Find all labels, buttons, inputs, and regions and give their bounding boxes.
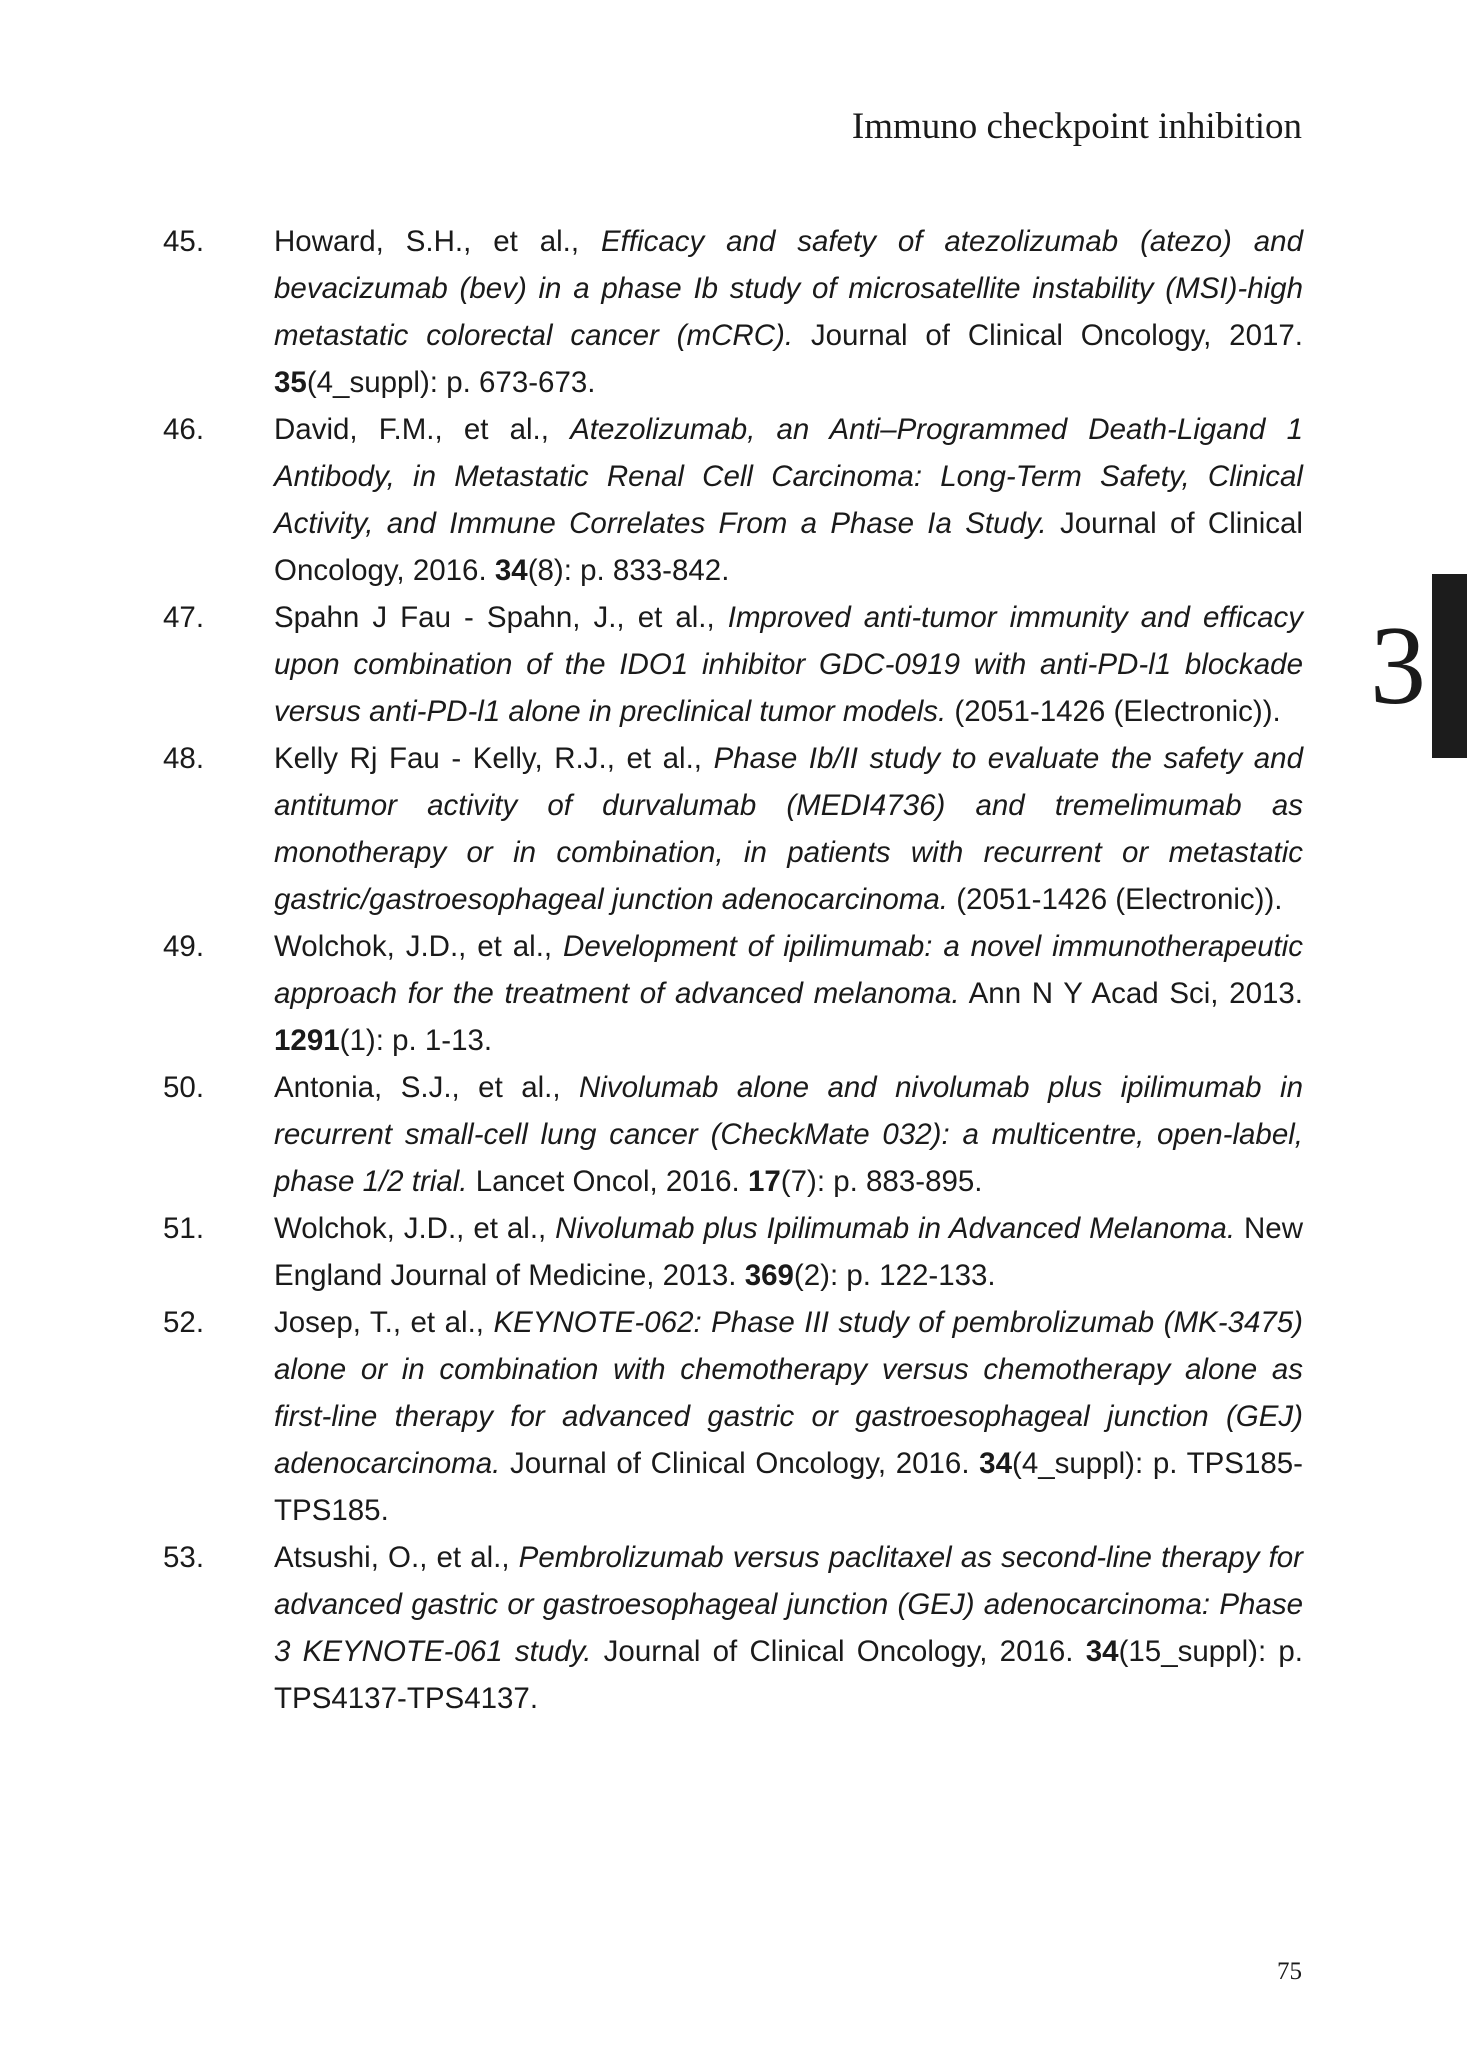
reference-number: 46. <box>163 413 205 446</box>
reference-source: Lancet Oncol, 2016. <box>467 1165 748 1198</box>
reference-text <box>274 1299 1303 1534</box>
reference-authors: Atsushi, O., et al., <box>274 1541 519 1574</box>
reference-volume: 34 <box>979 1447 1012 1480</box>
reference-number: 53. <box>163 1541 205 1574</box>
reference-item <box>163 735 1303 923</box>
reference-title: KEYNOTE-062: Phase III study of pembrolizumab (MK-3475) alone or in combination with chemotherapy versus chemotherapy alone as first-line therapy for advanced gastric or gastroesophageal junction (GEJ) adenocarcinoma. <box>274 1306 1303 1480</box>
reference-item <box>163 406 1303 594</box>
reference-text <box>274 218 1303 406</box>
reference-title: Atezolizumab, an Anti–Programmed Death-Ligand 1 Antibody, in Metastatic Renal Cell Carcinoma: Long-Term Safety, Clinical Activity, and Immune Correlates From a Phase Ia Study. <box>274 413 1303 540</box>
reference-text <box>274 735 1303 923</box>
reference-text <box>274 1534 1303 1722</box>
reference-volume: 34 <box>1085 1635 1119 1668</box>
reference-title: Development of ipilimumab: a novel immunotherapeutic approach for the treatment of advanced melanoma. <box>274 930 1303 1010</box>
reference-text <box>274 406 1303 594</box>
reference-number: 48. <box>163 742 205 775</box>
page-number: 75 <box>1277 1958 1302 1985</box>
reference-item <box>163 594 1303 735</box>
reference-text <box>274 1205 1303 1299</box>
reference-title: Pembrolizumab versus paclitaxel as second-line therapy for advanced gastric or gastroesophageal junction (GEJ) adenocarcinoma: Phase 3 KEYNOTE-061 study. <box>274 1541 1303 1668</box>
reference-number: 50. <box>163 1071 205 1104</box>
reference-item <box>163 1299 1303 1534</box>
reference-authors: Josep, T., et al., <box>274 1306 494 1339</box>
reference-authors: Spahn J Fau - Spahn, J., et al., <box>274 601 728 634</box>
reference-pages: (2): p. 122-133. <box>793 1259 996 1292</box>
reference-text <box>274 1064 1303 1205</box>
reference-source: Journal of Clinical Oncology, 2017. <box>793 319 1303 352</box>
reference-authors: David, F.M., et al., <box>274 413 571 446</box>
reference-authors: Howard, S.H., et al., <box>274 225 601 258</box>
reference-authors: Kelly Rj Fau - Kelly, R.J., et al., <box>274 742 714 775</box>
reference-title: Nivolumab plus Ipilimumab in Advanced Melanoma. <box>555 1212 1236 1245</box>
reference-number: 45. <box>163 225 205 258</box>
reference-pages: (15_suppl): p. TPS4137-TPS4137. <box>274 1635 1303 1715</box>
chapter-number: 3 <box>1370 604 1426 728</box>
reference-source: Ann N Y Acad Sci, 2013. <box>959 977 1303 1010</box>
reference-volume: 17 <box>747 1165 781 1198</box>
reference-list <box>163 218 1303 1722</box>
running-header: Immuno checkpoint inhibition <box>851 106 1302 147</box>
reference-source: New England Journal of Medicine, 2013. <box>274 1212 1303 1292</box>
reference-authors: Antonia, S.J., et al., <box>274 1071 580 1104</box>
reference-pages: (8): p. 833-842. <box>527 554 730 587</box>
reference-authors: Wolchok, J.D., et al., <box>274 930 564 963</box>
reference-title: Nivolumab alone and nivolumab plus ipilimumab in recurrent small-cell lung cancer (CheckMate 032): a multicentre, open-label, phase 1/2 trial. <box>274 1071 1303 1198</box>
reference-volume: 34 <box>494 554 528 587</box>
reference-pages: (1): p. 1-13. <box>339 1024 493 1057</box>
reference-pages: (4_suppl): p. TPS185-TPS185. <box>274 1447 1303 1527</box>
reference-item <box>163 1205 1303 1299</box>
reference-title: Phase Ib/II study to evaluate the safety and antitumor activity of durvalumab (MEDI4736) and tremelimumab as monotherapy or in combination, in patients with recurrent or metastatic gastric/gastroesophageal junction adenocarcinoma. <box>274 742 1303 916</box>
reference-item <box>163 1064 1303 1205</box>
reference-source: (2051-1426 (Electronic)). <box>946 695 1281 728</box>
reference-volume: 35 <box>274 366 307 399</box>
reference-number: 47. <box>163 601 205 634</box>
reference-item <box>163 1534 1303 1722</box>
reference-number: 52. <box>163 1306 205 1339</box>
reference-text <box>274 594 1303 735</box>
reference-source: Journal of Clinical Oncology, 2016. <box>591 1635 1086 1668</box>
reference-title: Improved anti-tumor immunity and efficacy upon combination of the IDO1 inhibitor GDC-0919 with anti-PD-l1 blockade versus anti-PD-l1 alone in preclinical tumor models. <box>274 601 1303 728</box>
reference-number: 51. <box>163 1212 205 1245</box>
reference-number: 49. <box>163 930 205 963</box>
reference-source: Journal of Clinical Oncology, 2016. <box>500 1447 980 1480</box>
reference-authors: Wolchok, J.D., et al., <box>274 1212 556 1245</box>
reference-volume: 1291 <box>274 1024 340 1057</box>
reference-volume: 369 <box>744 1259 794 1292</box>
reference-item <box>163 218 1303 406</box>
reference-item <box>163 923 1303 1064</box>
reference-pages: (7): p. 883-895. <box>780 1165 983 1198</box>
reference-source: Journal of Clinical Oncology, 2016. <box>274 507 1303 587</box>
reference-pages: (4_suppl): p. 673-673. <box>306 366 596 399</box>
reference-source: (2051-1426 (Electronic)). <box>948 883 1283 916</box>
reference-text <box>274 923 1303 1064</box>
reference-title: Efficacy and safety of atezolizumab (atezo) and bevacizumab (bev) in a phase Ib study of microsatellite instability (MSI)-high metastatic colorectal cancer (mCRC). <box>274 225 1304 352</box>
chapter-thumb-tab <box>1432 574 1467 758</box>
